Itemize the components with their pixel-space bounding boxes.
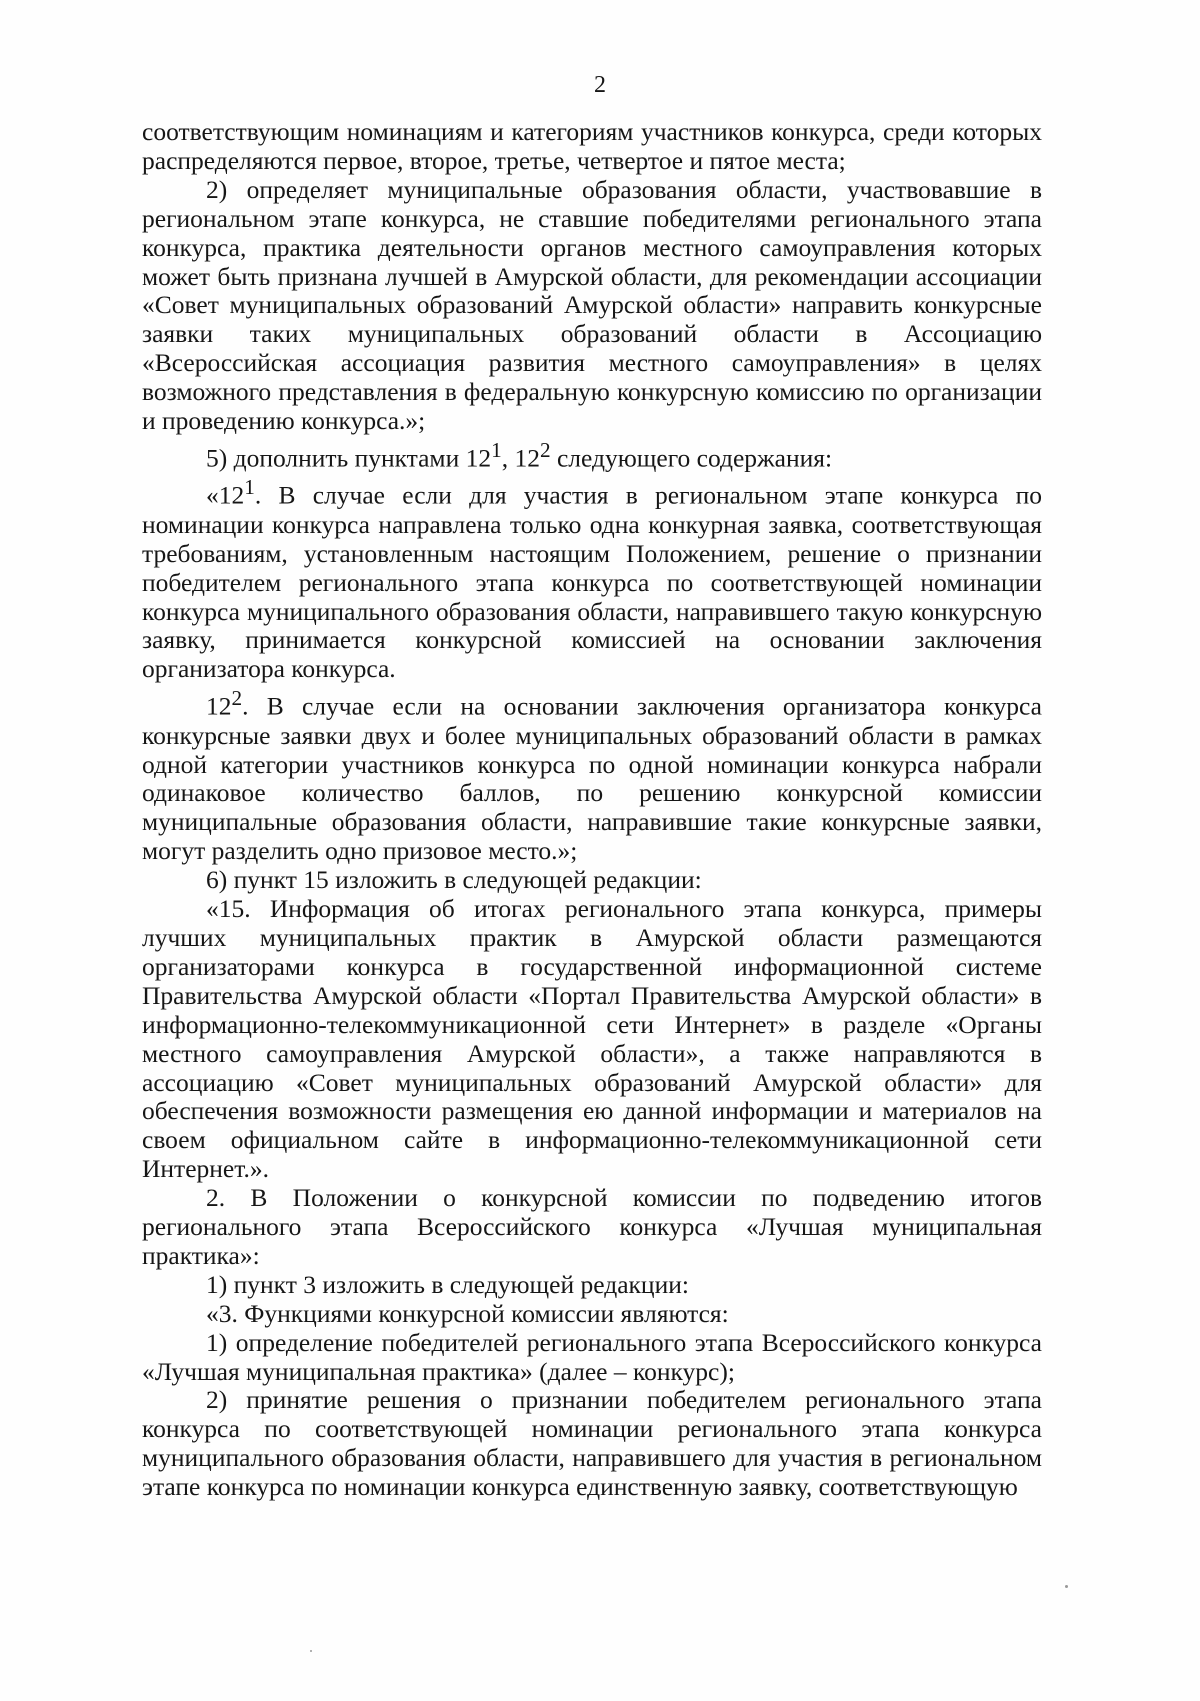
paragraph-text: следующего содержания:	[550, 443, 833, 473]
superscript: 2	[231, 686, 243, 711]
scan-speck	[1065, 1585, 1068, 1588]
paragraph: 6) пункт 15 изложить в следующей редакции:	[206, 865, 702, 895]
paragraph-text: . В случае если для участия в региональном этапе конкурса по номинации конкурса направлена только одна конкурная заявка, соответствующая требованиям, установленным настоящим Положением, решение о признании победителем регионального этапа конкурса по соответствующей номинации конкурса муниципального образования области, направившего такую конкурсную заявку, принимается конкурсной комиссией на основании заключения организатора конкурса.	[142, 480, 1042, 684]
paragraph-text: . В случае если на основании заключения организатора конкурса конкурсные заявки двух и более муниципальных образований области в рамках одной категории участников конкурса по одной номинации конкурса набрали одинаковое количество баллов, по решению конкурсной комиссии муниципальные образования области, направившие такие конкурсные заявки, могут разделить одно призовое место.»;	[142, 691, 1042, 866]
document-body	[142, 118, 1042, 1502]
paragraph-text: , 12	[501, 443, 540, 473]
paragraph-text: 12	[206, 691, 232, 721]
superscript: 1	[491, 437, 502, 462]
paragraph: соответствующим номинациям и категориям участников конкурса, среди которых распределяются первое, второе, третье, четвертое и пятое места;	[142, 117, 1042, 175]
scan-speck	[310, 1650, 312, 1652]
paragraph: 2) определяет муниципальные образования области, участвовавшие в региональном этапе конкурса, не ставшие победителями регионального этапа конкурса, практика деятельности органов местного самоуправления которых может быть признана лучшей в Амурской области, для рекомендации ассоциации «Совет муниципальных образований Амурской области» направить конкурсные заявки таких муниципальных образований области в Ассоциацию «Всероссийская ассоциация развития местного самоуправления» в целях возможного представления в федеральную конкурсную комиссию по организации и проведению конкурса.»;	[142, 174, 1042, 436]
paragraph: «3. Функциями конкурсной комиссии являются:	[206, 1298, 729, 1328]
paragraph: 2) принятие решения о признании победителем регионального этапа конкурса по соответствующей номинации регионального этапа конкурса муниципального образования области, направившего для участия в региональном этапе конкурса по номинации конкурса единственную заявку, соответствующую	[142, 1385, 1042, 1502]
paragraph	[142, 684, 1042, 866]
paragraph: «15. Информация об итогах регионального этапа конкурса, примеры лучших муниципальных практик в Амурской области размещаются организаторами конкурса в государственной информационной системе Правительства Амурской области «Портал Правительства Амурской области» в информационно-телекоммуникационной сети Интернет» в разделе «Органы местного самоуправления Амурской области», а также направляются в ассоциацию «Совет муниципальных образований Амурской области» для обеспечения возможности размещения ею данной информации и материалов на своем официальном сайте в информационно-телекоммуникационной сети Интернет.».	[142, 894, 1042, 1184]
paragraph: 2. В Положении о конкурсной комиссии по подведению итогов регионального этапа Всероссийского конкурса «Лучшая муниципальная практика»:	[142, 1183, 1042, 1270]
paragraph: 1) пункт 3 изложить в следующей редакции:	[206, 1269, 689, 1299]
superscript: 2	[539, 437, 551, 462]
page-number: 2	[594, 72, 606, 98]
paragraph: 1) определение победителей регионального этапа Всероссийского конкурса «Лучшая муниципальная практика» (далее – конкурс);	[142, 1327, 1042, 1386]
paragraph	[142, 436, 1042, 473]
paragraph-text: 5) дополнить пунктами 12	[206, 443, 492, 473]
paragraph-text: «12	[206, 480, 245, 510]
superscript: 1	[244, 475, 255, 500]
paragraph	[142, 473, 1042, 684]
